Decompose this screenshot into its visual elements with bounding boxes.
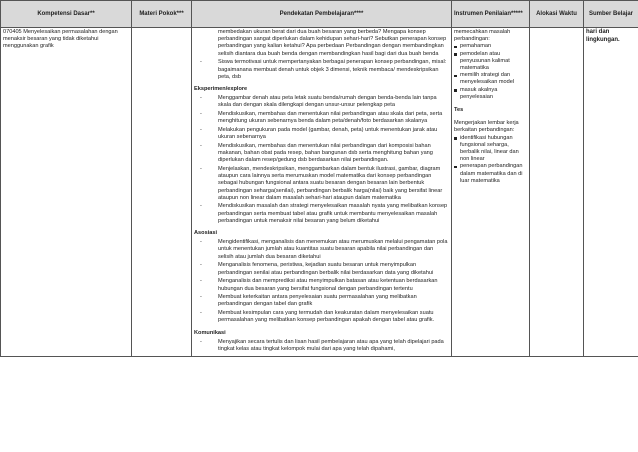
header-pendekatan-pembelajaran: Pendekatan Pembelajaran****	[192, 1, 452, 28]
list-item: - Menganalisis dan memprediksi atau menyimpulkan batasan atau ketentuan berdasarkan hubungan dua besaran yang bersifat fungsional dengan perbandingan tertentu	[200, 278, 449, 292]
list-item: - Membuat kesimpulan cara yang termudah dan keakuratan dalam menyelesaikan suatu permasalahan yang melibatkan konsep perbandingan apakah dengan tabel atau grafik.	[200, 310, 449, 324]
sumber-cell	[584, 28, 638, 357]
list-item: - Mendiskusikan, membahas dan menentukan nilai perbandingan atau skala dari peta, serta menghitung ukuran sebenarnya benda dalam peta/denah/foto berdasarkan skalanya	[200, 111, 449, 125]
table-header-row	[1, 1, 638, 28]
kd-cell	[1, 28, 132, 357]
list-item: penerapan perbandingan dalam matematika dan di luar matematika	[454, 163, 527, 185]
list-item: - Menggambar denah atau peta letak suatu benda/rumah dengan benda-benda lain tanpa skala dan dengan skala dilengkapi dengan unsur-unsur pelengkap peta	[200, 95, 449, 109]
instrumen-intro: memecahkan masalah perbandingan:	[454, 29, 511, 43]
list-item: identifikasi hubungan fungsional seharga, berbalik nilai, linear dan non linear	[454, 135, 527, 164]
header-materi-pokok: Materi Pokok***	[132, 1, 192, 28]
header-kompetensi-dasar: Kompetensi Dasar**	[1, 1, 132, 28]
list-item: - Menganalisis fenomena, peristiwa, kejadian suatu besaran untuk menyimpulkan perbandingan senilai atau perbandingan berbalik nilai berdasarkan data yang diketahui	[200, 262, 449, 276]
list-item: pemodelan atau penyusunan kalimat matematika	[454, 51, 527, 73]
kd-text: 070405 Menyelesaikan permasalahan dengan menaksir besaran yang tidak diketahui menggunakan grafik	[3, 29, 118, 50]
list-item: - Menjelaskan, mendeskripsikan, menggambarkan dalam bentuk ilustrasi, gambar, diagram ataupun cara lainnya serta merumuskan model matematika dari konsep perbandingan sebagai hubungan fungsional antara suatu besaran dengan besaran lain berbentuk perbandingan seharga(senilai), perbandingan berbalik harga(nilai) baik yang bersifat linear ataupun non linear dalam masalah sehari-hari ataupun dalam matematika	[200, 166, 449, 202]
list-item: - Menyajikan secara tertulis dan lisan hasil pembelajaran atau apa yang telah dipelajari pada tingkat kelas atau tingkat kelompok mulai dari apa yang telah dipahami,	[200, 339, 449, 353]
materi-cell	[132, 28, 192, 357]
header-alokasi-waktu: Alokasi Waktu	[530, 1, 584, 28]
instrumen-list-2	[454, 135, 527, 185]
header-instrumen-penilaian: Instrumen Penilaian*****	[452, 1, 530, 28]
header-sumber-belajar: Sumber Belajar	[584, 1, 638, 28]
pendekatan-cell	[192, 28, 452, 357]
alokasi-cell	[530, 28, 584, 357]
asosiasi-list	[194, 239, 449, 324]
tes-title: Tes	[454, 107, 464, 114]
instrumen-list-1	[454, 43, 527, 101]
list-item: masuk akalnya penyelesaian	[454, 87, 527, 101]
list-item: - Mendiskusikan masalah dan strategi menyelesaikan masalah nyata yang melibatkan konsep perbandingan serta membuat tabel atau grafik untuk membantu menyelesaikan masalah perbandingan untuk menaksir nilai besaran yang belum diketahui	[200, 203, 449, 225]
list-item: - Membuat keterkaitan antara penyelesaian suatu permasalahan yang melibatkan perbandingan dengan tabel dan grafik	[200, 294, 449, 308]
instrumen-cell	[452, 28, 530, 357]
asosiasi-title: Asosiasi	[194, 230, 218, 237]
sumber-text: hari dan lingkungan.	[586, 29, 620, 43]
list-item: membedakan ukuran berat dari dua buah besaran yang berbeda? Mengapa konsep perbandingan sangat diperlukan dalam kehidupan sehari-hari? Sebutkan penerapan konsep perbandingan yang kalian ketahui? Apa perbedaan Perbandingan dengan membandingkan selisih diantara dua buah benda dengan membandingkan hasil bagi dari dua buah benda	[218, 29, 447, 57]
list-item: - Mengidentifikasi, menganalisis dan menemukan atau merumuskan melalui pengamatan pola untuk menentukan jumlah atau kuantitas suatu besaran apabila nilai perbandingan dan selisih atau jumlah dua besaran diketahui	[200, 239, 449, 261]
list-item: - Melakukan pengukuran pada model (gambar, denah, peta) untuk menentukan jarak atau ukuran sebenarnya	[200, 127, 449, 141]
komunikasi-title: Komunikasi	[194, 329, 226, 336]
eksperimen-title: Eksperimen/explore	[194, 85, 248, 92]
list-item: - Siswa termotivasi untuk mempertanyakan berbagai penerapan konsep perbandingan, misal: bagaimanana membuat denah untuk objek 3 dimensi, teknik membaca/ mendeskripsikan peta, dsb	[200, 59, 449, 81]
eksperimen-list	[194, 95, 449, 225]
list-item: memilih strategi dan menyelesaikan model	[454, 72, 527, 86]
komunikasi-list	[194, 339, 449, 353]
list-item: pemahaman	[454, 43, 527, 50]
table-row	[1, 28, 638, 357]
tes-intro: Mengerjakan lembar kerja berkaitan perbandingan:	[454, 120, 519, 134]
intro-list	[194, 29, 449, 81]
list-item: - Mendiskusikan, membahas dan menentukan nilai perbandingan dari komposisi bahan makanan, bahan obat pada resep, bahan bangunan dsb serta menghitung bahan yang diperlukan dalam resep/gedung dsb berdasarkan nilai perbandingan.	[200, 143, 449, 165]
